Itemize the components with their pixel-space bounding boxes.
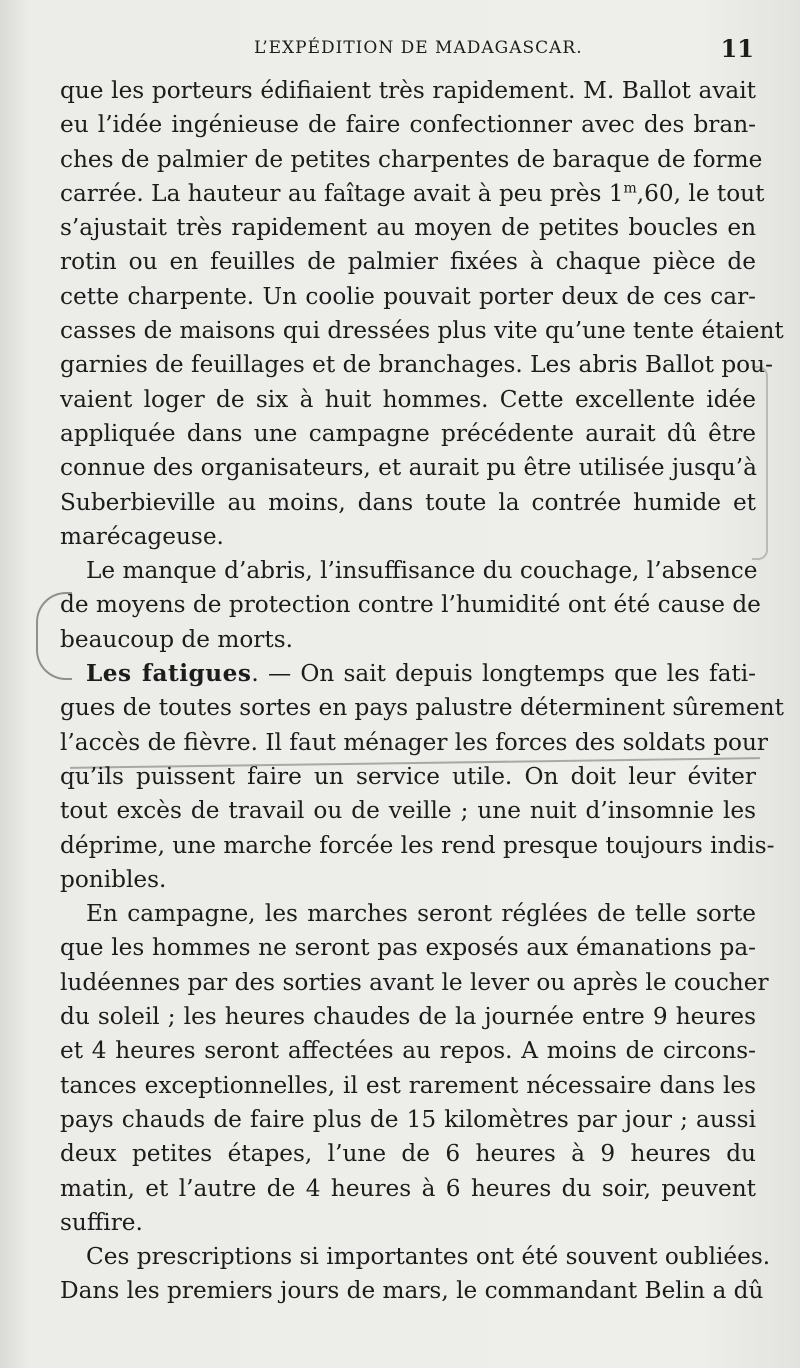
text-line: casses de maisons qui dressées plus vite qu’une tente étaient xyxy=(60,317,784,345)
text-line: connue des organisateurs, et aurait pu être utilisée jusqu’à xyxy=(60,454,757,482)
text-line: l’accès de fièvre. Il faut ménager les forces des soldats pour xyxy=(60,728,769,756)
text-line: tances exceptionnelles, il est rarement nécessaire dans les xyxy=(60,1071,756,1099)
text-line: rotin ou en feuilles de palmier fixées à chaque pièce de xyxy=(60,248,756,276)
page-body xyxy=(60,74,784,1309)
superscript: m xyxy=(623,180,637,197)
text-line: du soleil ; les heures chaudes de la journée entre 9 heures xyxy=(60,1003,756,1031)
text-line: eu l’idée ingénieuse de faire confectionner avec des bran- xyxy=(60,111,756,139)
text-line: Dans les premiers jours de mars, le commandant Belin a dû xyxy=(60,1277,764,1305)
text-line: deux petites étapes, l’une de 6 heures à 9 heures du xyxy=(60,1140,756,1168)
text-line: ches de palmier de petites charpentes de baraque de forme xyxy=(60,145,763,173)
text-line xyxy=(60,177,765,211)
text-line: ponibles. xyxy=(60,865,167,893)
text-line: beaucoup de morts. xyxy=(60,625,293,653)
text-line: Ces prescriptions si importantes ont été souvent oubliées. xyxy=(86,1243,771,1271)
text-fragment: ,60, le tout xyxy=(636,179,765,207)
text-line: Suberbieville au moins, dans toute la contrée humide et xyxy=(60,488,756,516)
text-line: que les porteurs édifiaient très rapidement. M. Ballot avait xyxy=(60,77,756,104)
text-line: pays chauds de faire plus de 15 kilomètres par jour ; aussi xyxy=(60,1105,756,1133)
text-line: matin, et l’autre de 4 heures à 6 heures du soir, peuvent xyxy=(60,1174,756,1202)
text-line xyxy=(60,657,756,691)
text-line: et 4 heures seront affectées au repos. A moins de circons- xyxy=(60,1037,756,1065)
text-line: cette charpente. Un coolie pouvait porter deux de ces car- xyxy=(60,282,756,310)
text-line: vaient loger de six à huit hommes. Cette excellente idée xyxy=(60,385,756,413)
text-line: garnies de feuillages et de branchages. Les abris Ballot pou- xyxy=(60,351,773,379)
text-line: suffire. xyxy=(60,1208,143,1236)
text-fragment: carrée. La hauteur au faîtage avait à peu près 1 xyxy=(60,179,624,207)
section-heading: Les fatigues xyxy=(86,660,252,688)
running-title: L’EXPÉDITION DE MADAGASCAR. xyxy=(254,38,583,58)
text-line: marécageuse. xyxy=(60,522,224,550)
text-line: déprime, une marche forcée les rend presque toujours indis- xyxy=(60,831,775,859)
text-fragment: . — On sait depuis longtemps que les fati- xyxy=(251,660,756,688)
text-line: qu’ils puissent faire un service utile. On doit leur éviter xyxy=(60,762,756,790)
page-header xyxy=(60,34,754,64)
text-line: que les hommes ne seront pas exposés aux émanations pa- xyxy=(60,934,756,962)
text-line: gues de toutes sortes en pays palustre déterminent sûrement xyxy=(60,694,784,722)
text-line: tout excès de travail ou de veille ; une nuit d’insomnie les xyxy=(60,797,756,825)
text-line: Le manque d’abris, l’insuffisance du couchage, l’absence xyxy=(86,557,758,585)
page-number: 11 xyxy=(720,34,754,63)
text-line: s’ajustait très rapidement au moyen de petites boucles en xyxy=(60,214,756,242)
text-line: de moyens de protection contre l’humidité ont été cause de xyxy=(60,591,761,619)
text-line: ludéennes par des sorties avant le lever ou après le coucher xyxy=(60,968,769,996)
text-line: appliquée dans une campagne précédente aurait dû être xyxy=(60,419,756,447)
text-line: En campagne, les marches seront réglées de telle sorte xyxy=(86,900,756,928)
